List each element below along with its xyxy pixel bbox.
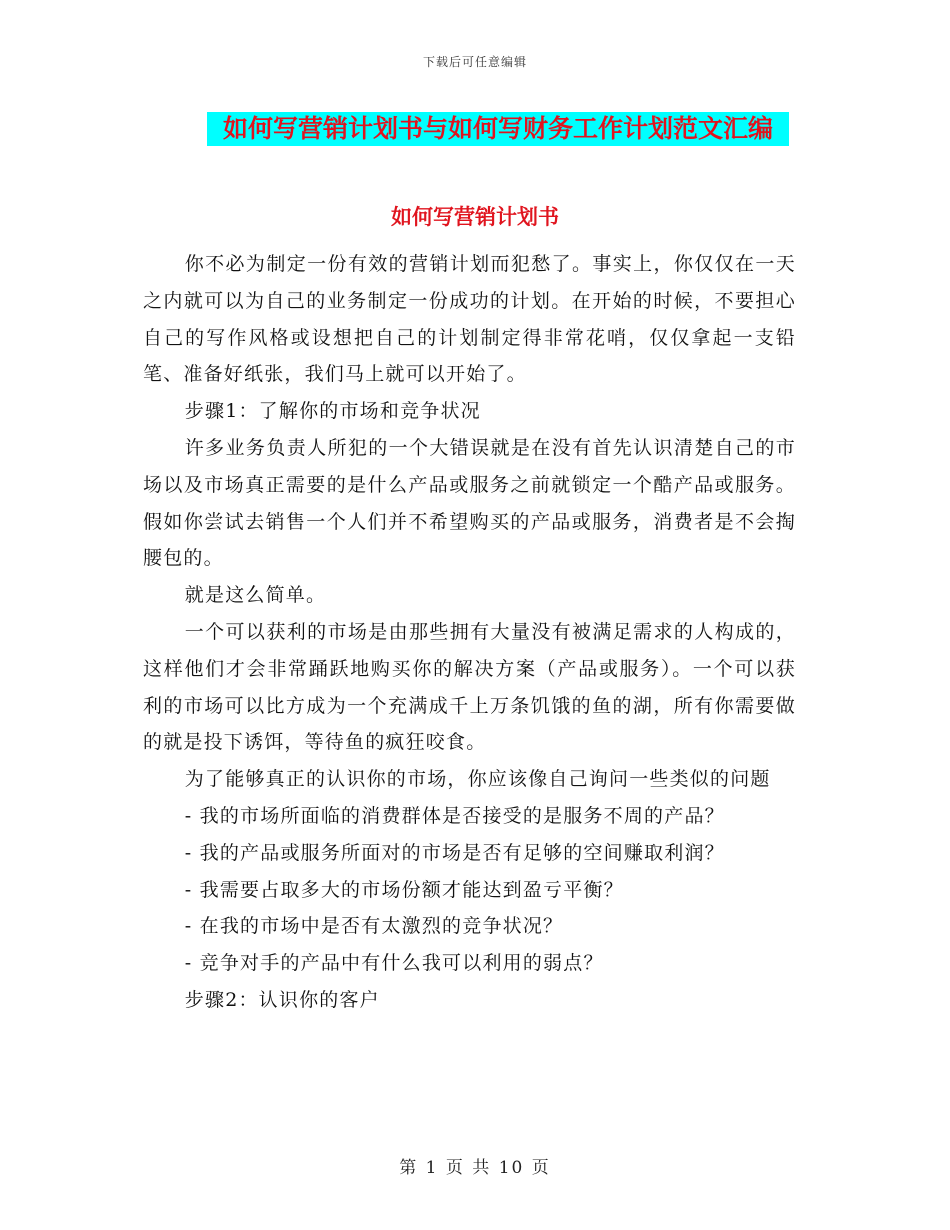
paragraph-questions-intro: 为了能够真正的认识你的市场，你应该像自己询问一些类似的问题 [184,768,771,791]
paragraph-market-mistake: 许多业务负责人所犯的一个大错误就是在没有首先认识清楚自己的市场以及市场真正需要的是什么产品或服务之前就锁定一个酷产品或服务。假如你尝试去销售一个人们并不希望购买的产品或服务，消费者是不会掏腰包的。 [143,436,796,570]
page-header: 下载后可任意编辑 [422,55,527,69]
step-1-heading: 步骤1：了解你的市场和竞争状况 [184,400,481,423]
document-title: 如何写营销计划书与如何写财务工作计划范文汇编 [207,112,789,146]
section-title: 如何写营销计划书 [391,205,559,229]
question-list-item: - 在我的市场中是否有太激烈的竞争状况？ [184,915,564,938]
document-title-container [207,112,789,146]
step-2-heading: 步骤2：认识你的客户 [184,988,380,1011]
question-list-item: - 竞争对手的产品中有什么我可以利用的弱点？ [184,952,604,975]
paragraph-profitable-market: 一个可以获利的市场是由那些拥有大量没有被满足需求的人构成的，这样他们才会非常踊跃地购买你的解决方案（产品或服务）。一个可以获利的市场可以比方成为一个充满成千上万条饥饿的鱼的湖，所有你需要做的就是投下诱饵，等待鱼的疯狂咬食。 [143,620,796,754]
question-list-item: - 我的产品或服务所面对的市场是否有足够的空间赚取利润？ [184,841,725,864]
paragraph-simple: 就是这么简单。 [184,584,327,607]
paragraph-intro: 你不必为制定一份有效的营销计划而犯愁了。事实上，你仅仅在一天之内就可以为自己的业务制定一份成功的计划。在开始的时候，不要担心自己的写作风格或设想把自己的计划制定得非常花哨，仅仅拿起一支铅笔、准备好纸张，我们马上就可以开始了。 [143,253,796,386]
document-body [143,246,796,1019]
page-footer: 第 1 页 共 10 页 [399,1158,551,1178]
question-list-item: - 我需要占取多大的市场份额才能达到盈亏平衡？ [184,878,624,901]
question-list-item: - 我的市场所面临的消费群体是否接受的是服务不周的产品？ [184,804,725,827]
